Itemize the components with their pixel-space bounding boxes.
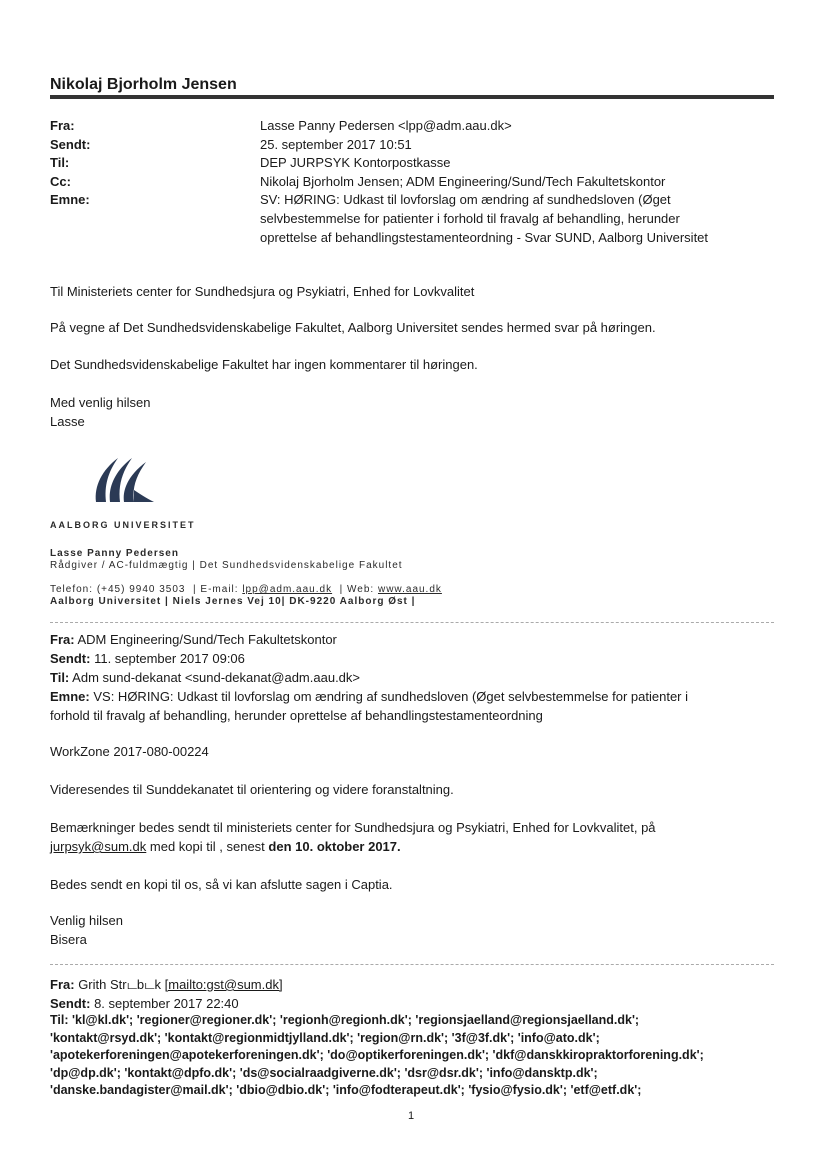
fwd2-to-label: Til: bbox=[50, 1013, 69, 1027]
fwd1-from-label: Fra: bbox=[50, 632, 75, 647]
fwd1-paragraph-line bbox=[50, 837, 780, 856]
fwd1-deadline: den 10. oktober 2017. bbox=[268, 839, 401, 854]
fwd1-paragraph: Bedes sendt en kopi til os, så vi kan afslutte sagen i Captia. bbox=[50, 877, 393, 892]
fwd2-from-value: Grith Strடbடk bbox=[78, 977, 162, 992]
header-cc-value: Nikolaj Bjorholm Jensen; ADM Engineering/Sund/Tech Fakultetskontor bbox=[260, 174, 666, 189]
fwd1-to-label: Til: bbox=[50, 670, 70, 685]
fwd2-sent-row bbox=[50, 994, 780, 1013]
body-paragraph: Til Ministeriets center for Sundhedsjura og Psykiatri, Enhed for Lovkvalitet bbox=[50, 284, 475, 299]
fwd2-sent-value: 8. september 2017 22:40 bbox=[94, 996, 239, 1011]
body-paragraph: Det Sundhedsvidenskabelige Fakultet har ingen kommentarer til høringen. bbox=[50, 357, 478, 372]
header-to-label: Til: bbox=[50, 155, 70, 170]
header-subject-label: Emne: bbox=[50, 192, 90, 207]
subject-line: SV: HØRING: Udkast til lovforslag om ændring af sundhedsloven (Øget bbox=[260, 192, 671, 207]
body-paragraph: På vegne af Det Sundhedsvidenskabelige Fakultet, Aalborg Universitet sendes hermed svar på høringen. bbox=[50, 320, 656, 335]
header-sent-value: 25. september 2017 10:51 bbox=[260, 137, 412, 152]
fwd1-sent-row bbox=[50, 649, 780, 668]
fwd2-sent-label: Sendt: bbox=[50, 996, 91, 1011]
signature-email-link[interactable]: lpp@adm.aau.dk bbox=[242, 584, 333, 595]
header-from-label: Fra: bbox=[50, 118, 75, 133]
phone-label: Telefon: bbox=[50, 584, 94, 595]
document-title: Nikolaj Bjorholm Jensen bbox=[50, 76, 237, 93]
signature-name: Lasse Panny Pedersen bbox=[50, 548, 179, 559]
fwd1-from-row bbox=[50, 630, 780, 649]
fwd2-to-list bbox=[50, 1012, 780, 1100]
recipient-line: 'apotekerforeningen@apotekerforeningen.dk'; 'do@optikerforeningen.dk'; 'dkf@danskkiropraktorforening.dk'; bbox=[50, 1048, 704, 1062]
header-subject-value bbox=[260, 190, 780, 247]
fwd1-subject-line: forhold til fravalg af behandling, herunder oprettelse af behandlingstestamenteordning bbox=[50, 708, 543, 723]
divider bbox=[50, 622, 774, 623]
fwd1-paragraph: Bemærkninger bedes sendt til ministeriets center for Sundhedsjura og Psykiatri, Enhed for Lovkvalitet, på bbox=[50, 820, 656, 835]
subject-line: selvbestemmelse for patienter i forhold til fravalg af behandling, herunder bbox=[260, 211, 680, 226]
signature-university: AALBORG UNIVERSITET bbox=[50, 520, 196, 530]
fwd2-from-row bbox=[50, 975, 780, 994]
fwd1-to-value: Adm sund-dekanat <sund-dekanat@adm.aau.dk> bbox=[72, 670, 360, 685]
page-number: 1 bbox=[408, 1110, 415, 1122]
subject-line: oprettelse af behandlingstestamenteordning - Svar SUND, Aalborg Universitet bbox=[260, 230, 709, 245]
fwd1-from-value: ADM Engineering/Sund/Tech Fakultetskontor bbox=[77, 632, 337, 647]
signature-address: Aalborg Universitet | Niels Jernes Vej 10| DK-9220 Aalborg Øst | bbox=[50, 596, 416, 607]
fwd1-paragraph: Videresendes til Sunddekanatet til orientering og videre foranstaltning. bbox=[50, 782, 454, 797]
fwd1-subject-line: VS: HØRING: Udkast til lovforslag om ændring af sundhedsloven (Øget selvbestemmelse for patienter i bbox=[93, 689, 689, 704]
recipient-line: 'kl@kl.dk'; 'regioner@regioner.dk'; 'regionh@regionh.dk'; 'regionsjaelland@regionsjaelland.dk'; bbox=[72, 1013, 640, 1027]
fwd2-from-label: Fra: bbox=[50, 977, 75, 992]
aau-logo-icon bbox=[88, 450, 158, 506]
header-sent-label: Sendt: bbox=[50, 137, 91, 152]
fwd1-closing: Venlig hilsen bbox=[50, 913, 123, 928]
divider bbox=[50, 964, 774, 965]
recipient-line: 'danske.bandagister@mail.dk'; 'dbio@dbio.dk'; 'info@fodterapeut.dk'; 'fysio@fysio.dk'; 'etf@etf.dk'; bbox=[50, 1083, 642, 1097]
fwd1-sent-value: 11. september 2017 09:06 bbox=[94, 651, 245, 666]
fwd1-subject-row bbox=[50, 687, 780, 706]
signature-web-link[interactable]: www.aau.dk bbox=[377, 584, 442, 595]
header-to-value: DEP JURPSYK Kontorpostkasse bbox=[260, 155, 451, 170]
fwd1-text: med kopi til , senest bbox=[146, 839, 269, 854]
fwd1-to-row bbox=[50, 668, 780, 687]
closing-name: Lasse bbox=[50, 414, 85, 429]
closing-greeting: Med venlig hilsen bbox=[50, 395, 151, 410]
header-from-value: Lasse Panny Pedersen <lpp@adm.aau.dk> bbox=[260, 118, 512, 133]
signature-contact-line: Telefon: (+45) 9940 3503 | E-mail: lpp@adm.aau.dk | Web: www.aau.dk bbox=[50, 584, 442, 595]
phone-value: (+45) 9940 3503 bbox=[96, 584, 186, 595]
recipient-line: 'dp@dp.dk'; 'kontakt@dpfo.dk'; 'ds@socialraadgiverne.dk'; 'dsr@dsr.dk'; 'info@dansktp.dk'; bbox=[50, 1065, 598, 1080]
title-rule bbox=[50, 95, 774, 99]
web-label: Web: bbox=[347, 584, 375, 595]
recipient-line: 'kontakt@rsyd.dk'; 'kontakt@regionmidtjylland.dk'; 'region@rn.dk'; '3f@3f.dk'; 'info@ato.dk'; bbox=[50, 1030, 600, 1045]
header-cc-label: Cc: bbox=[50, 174, 71, 189]
jurpsyk-email-link[interactable]: jurpsyk@sum.dk bbox=[50, 839, 147, 854]
fwd1-closing-name: Bisera bbox=[50, 932, 87, 947]
email-label: E-mail: bbox=[200, 584, 239, 595]
fwd1-sent-label: Sendt: bbox=[50, 651, 91, 666]
signature-role: Rådgiver / AC-fuldmægtig | Det Sundhedsvidenskabelige Fakultet bbox=[50, 560, 403, 571]
fwd1-workzone: WorkZone 2017-080-00224 bbox=[50, 744, 209, 759]
fwd1-subject-label: Emne: bbox=[50, 689, 90, 704]
fwd2-mailto-link[interactable]: [mailto:gst@sum.dk] bbox=[164, 977, 283, 992]
